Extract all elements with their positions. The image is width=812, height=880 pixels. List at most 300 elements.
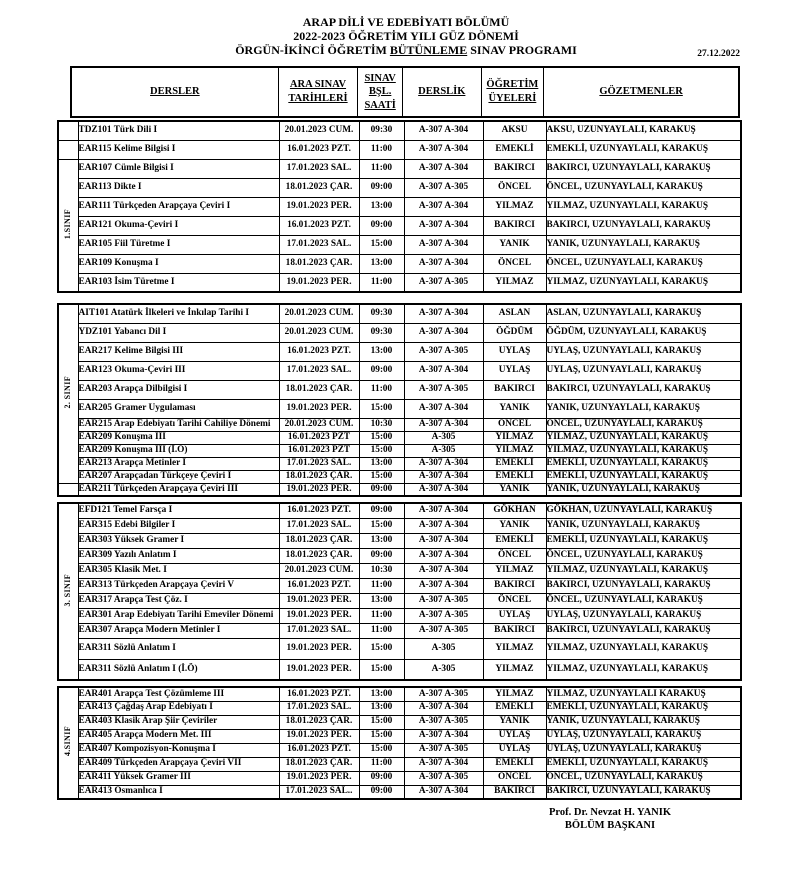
column-header-dersler: DERSLER: [72, 68, 279, 116]
exam-date-cell: 19.01.2023 PER.: [279, 659, 359, 680]
table-row: [58, 638, 741, 659]
class-label: 2. SINIF: [63, 375, 73, 409]
table-row: [58, 431, 741, 444]
classroom-cell: A-307 A-305: [404, 342, 483, 361]
exam-time-cell: 15:00: [359, 431, 404, 444]
title-line3-underlined: BÜTÜNLEME: [389, 43, 468, 57]
table-row: [58, 273, 741, 292]
column-header-row: [70, 66, 740, 118]
classroom-cell: A-305: [404, 638, 483, 659]
table-row: [58, 254, 741, 273]
proctors-cell: UYLAŞ, UZUNYAYLALI, KARAKUŞ: [546, 729, 741, 743]
proctors-cell: YILMAZ, UZUNYAYLALI KARAKUŞ: [546, 687, 741, 701]
course-cell: EAR123 Okuma-Çeviri III: [78, 361, 279, 380]
exam-time-cell: 09:00: [359, 361, 404, 380]
exam-date-cell: 16.01.2023 PZT: [279, 444, 359, 457]
exam-time-cell: 15:00: [359, 399, 404, 418]
table-row: [58, 483, 741, 496]
table-row: [58, 771, 741, 785]
exam-time-cell: 15:00: [359, 743, 404, 757]
instructor-cell: EMEKLİ: [483, 457, 546, 470]
instructor-cell: UYLAŞ: [483, 342, 546, 361]
table-row: [58, 659, 741, 680]
proctors-cell: YILMAZ, UZUNYAYLALI, KARAKUŞ: [546, 638, 741, 659]
exam-time-cell: 13:00: [359, 342, 404, 361]
proctors-cell: ASLAN, UZUNYAYLALI, KARAKUŞ: [546, 304, 741, 323]
table-row: [58, 578, 741, 593]
table-row: [58, 470, 741, 483]
proctors-cell: UYLAŞ, UZUNYAYLALI, KARAKUŞ: [546, 608, 741, 623]
proctors-cell: ÖNCEL, UZUNYAYLALI, KARAKUŞ: [546, 771, 741, 785]
instructor-cell: UYLAŞ: [483, 361, 546, 380]
exam-date-cell: 16.01.2023 PZT.: [279, 342, 359, 361]
instructor-cell: BAKIRCI: [483, 785, 546, 799]
exam-time-cell: 11:00: [359, 159, 404, 178]
exam-date-cell: 20.01.2023 CUM.: [279, 418, 359, 431]
exam-date-cell: 19.01.2023 PER.: [279, 593, 359, 608]
course-cell: EAR215 Arap Edebiyatı Tarihi Cahiliye Dönemi: [78, 418, 279, 431]
instructor-cell: BAKIRCI: [483, 216, 546, 235]
class-label: 1.SINIF: [63, 208, 73, 239]
table-row: [58, 503, 741, 518]
course-cell: YDZ101 Yabancı Dil I: [78, 323, 279, 342]
classroom-cell: A-307 A-304: [404, 235, 483, 254]
classroom-cell: A-307 A-304: [404, 785, 483, 799]
column-header-ogretim-uyeleri: ÖĞRETİM ÜYELERİ: [482, 68, 545, 116]
instructor-cell: EMEKLİ: [483, 140, 546, 159]
proctors-cell: YANIK, UZUNYAYLALI, KARAKUŞ: [546, 235, 741, 254]
table-row: [58, 785, 741, 799]
table-row: [58, 121, 741, 140]
course-cell: EAR213 Arapça Metinler I: [78, 457, 279, 470]
course-cell: EAR309 Yazılı Anlatım I: [78, 548, 279, 563]
table-row: [58, 623, 741, 638]
class-label: 3. SINIF: [63, 573, 73, 607]
proctors-cell: EMEKLİ, UZUNYAYLALI, KARAKUŞ: [546, 533, 741, 548]
course-cell: AIT101 Atatürk İlkeleri ve İnkılap Tarihi I: [78, 304, 279, 323]
course-cell: EAR203 Arapça Dilbilgisi I: [78, 380, 279, 399]
classroom-cell: A-307 A-305: [404, 771, 483, 785]
proctors-cell: EMEKLİ, UZUNYAYLALI, KARAKUŞ: [546, 457, 741, 470]
course-cell: EAR115 Kelime Bilgisi I: [78, 140, 279, 159]
course-cell: EAR413 Çağdaş Arap Edebiyatı I: [78, 701, 279, 715]
classroom-cell: A-307 A-305: [404, 715, 483, 729]
instructor-cell: EMEKLİ: [483, 701, 546, 715]
exam-time-cell: 09:00: [359, 503, 404, 518]
exam-time-cell: 15:00: [359, 470, 404, 483]
exam-date-cell: 18.01.2023 ÇAR.: [279, 548, 359, 563]
schedule-section-1: [57, 120, 742, 293]
instructor-cell: ÖNCEL: [483, 178, 546, 197]
exam-time-cell: 11:00: [359, 757, 404, 771]
classroom-cell: A-307 A-305: [404, 623, 483, 638]
exam-time-cell: 13:00: [359, 701, 404, 715]
classroom-cell: A-307 A-304: [404, 140, 483, 159]
class-label-cell-empty: [58, 483, 78, 496]
exam-time-cell: 13:00: [359, 457, 404, 470]
instructor-cell: ÖNCEL: [483, 771, 546, 785]
classroom-cell: A-307 A-304: [404, 254, 483, 273]
classroom-cell: A-307 A-304: [404, 159, 483, 178]
exam-time-cell: 15:00: [359, 659, 404, 680]
exam-date-cell: 18.01.2023 ÇAR.: [279, 757, 359, 771]
exam-date-cell: 17.01.2023 SAL.: [279, 701, 359, 715]
classroom-cell: A-307 A-304: [404, 729, 483, 743]
course-cell: EAR121 Okuma-Çeviri I: [78, 216, 279, 235]
classroom-cell: A-307 A-304: [404, 121, 483, 140]
table-row: [58, 361, 741, 380]
table-row: [58, 342, 741, 361]
instructor-cell: BAKIRCI: [483, 159, 546, 178]
exam-time-cell: 15:00: [359, 729, 404, 743]
exam-date-cell: 20.01.2023 CUM.: [279, 121, 359, 140]
table-row: [58, 687, 741, 701]
proctors-cell: YILMAZ, UZUNYAYLALI, KARAKUŞ: [546, 273, 741, 292]
proctors-cell: GÖKHAN, UZUNYAYLALI, KARAKUŞ: [546, 503, 741, 518]
table-row: [58, 563, 741, 578]
instructor-cell: BAKIRCI: [483, 380, 546, 399]
instructor-cell: UYLAŞ: [483, 729, 546, 743]
instructor-cell: BAKIRCI: [483, 578, 546, 593]
exam-time-cell: 13:00: [359, 687, 404, 701]
course-cell: EAR413 Osmanlıca I: [78, 785, 279, 799]
proctors-cell: EMEKLİ, UZUNYAYLALI, KARAKUŞ: [546, 701, 741, 715]
instructor-cell: YILMAZ: [483, 273, 546, 292]
course-cell: EAR401 Arapça Test Çözümleme III: [78, 687, 279, 701]
classroom-cell: A-307 A-304: [404, 503, 483, 518]
proctors-cell: UYLAŞ, UZUNYAYLALI, KARAKUŞ: [546, 361, 741, 380]
proctors-cell: YANIK, UZUNYAYLALI, KARAKUŞ: [546, 518, 741, 533]
proctors-cell: YILMAZ, UZUNYAYLALI, KARAKUŞ: [546, 563, 741, 578]
classroom-cell: A-307 A-304: [404, 399, 483, 418]
instructor-cell: AKSU: [483, 121, 546, 140]
class-label-cell-empty: [58, 140, 78, 159]
instructor-cell: EMEKLİ: [483, 533, 546, 548]
table-row: [58, 380, 741, 399]
exam-time-cell: 09:00: [359, 548, 404, 563]
exam-time-cell: 13:00: [359, 197, 404, 216]
proctors-cell: ÖNCEL, UZUNYAYLALI, KARAKUŞ: [546, 548, 741, 563]
proctors-cell: BAKIRCI, UZUNYAYLALI, KARAKUŞ: [546, 785, 741, 799]
table-row: [58, 216, 741, 235]
classroom-cell: A-307 A-305: [404, 687, 483, 701]
proctors-cell: BAKIRCI, UZUNYAYLALI, KARAKUŞ: [546, 623, 741, 638]
proctors-cell: YILMAZ, UZUNYAYLALI, KARAKUŞ: [546, 431, 741, 444]
class-label-cell: [58, 687, 78, 799]
classroom-cell: A-307 A-305: [404, 380, 483, 399]
instructor-cell: ÖNCEL: [483, 418, 546, 431]
course-cell: EAR311 Sözlü Anlatım I (İ.Ö): [78, 659, 279, 680]
course-cell: EAR217 Kelime Bilgisi III: [78, 342, 279, 361]
exam-time-cell: 09:00: [359, 216, 404, 235]
exam-date-cell: 18.01.2023 ÇAR.: [279, 470, 359, 483]
table-row: [58, 533, 741, 548]
proctors-cell: YILMAZ, UZUNYAYLALI, KARAKUŞ: [546, 659, 741, 680]
table-row: [58, 159, 741, 178]
course-cell: EAR317 Arapça Test Çöz. I: [78, 593, 279, 608]
table-row: [58, 444, 741, 457]
column-header-sinav-bsl-saati: SINAV BŞL. SAATİ: [358, 68, 403, 116]
instructor-cell: YANIK: [483, 399, 546, 418]
course-cell: EAR303 Yüksek Gramer I: [78, 533, 279, 548]
instructor-cell: YANIK: [483, 518, 546, 533]
column-header-ara-sinav-tarihleri: ARA SINAV TARİHLERİ: [279, 68, 359, 116]
exam-time-cell: 09:00: [359, 178, 404, 197]
table-row: [58, 140, 741, 159]
course-cell: EAR313 Türkçeden Arapçaya Çeviri V: [78, 578, 279, 593]
instructor-cell: YANIK: [483, 235, 546, 254]
proctors-cell: ÖNCEL, UZUNYAYLALI, KARAKUŞ: [546, 178, 741, 197]
document-date: 27.12.2022: [697, 49, 740, 59]
classroom-cell: A-307 A-304: [404, 533, 483, 548]
classroom-cell: A-307 A-304: [404, 701, 483, 715]
exam-time-cell: 09:00: [359, 483, 404, 496]
exam-date-cell: 16.01.2023 PZT.: [279, 743, 359, 757]
table-row: [58, 518, 741, 533]
exam-date-cell: 17.01.2023 SAL.: [279, 361, 359, 380]
exam-time-cell: 11:00: [359, 380, 404, 399]
proctors-cell: AKSU, UZUNYAYLALI, KARAKUŞ: [546, 121, 741, 140]
instructor-cell: YILMAZ: [483, 197, 546, 216]
classroom-cell: A-307 A-304: [404, 361, 483, 380]
exam-time-cell: 13:00: [359, 254, 404, 273]
table-row: [58, 729, 741, 743]
classroom-cell: A-307 A-304: [404, 518, 483, 533]
exam-time-cell: 09:30: [359, 121, 404, 140]
table-row: [58, 548, 741, 563]
instructor-cell: ASLAN: [483, 304, 546, 323]
classroom-cell: A-307 A-304: [404, 483, 483, 496]
instructor-cell: UYLAŞ: [483, 743, 546, 757]
instructor-cell: YILMAZ: [483, 638, 546, 659]
table-row: [58, 457, 741, 470]
instructor-cell: YILMAZ: [483, 687, 546, 701]
instructor-cell: YILMAZ: [483, 659, 546, 680]
exam-time-cell: 10:30: [359, 418, 404, 431]
course-cell: EAR211 Türkçeden Arapçaya Çeviri III: [78, 483, 279, 496]
instructor-cell: EMEKLİ: [483, 757, 546, 771]
exam-date-cell: 17.01.2023 SAL.: [279, 623, 359, 638]
proctors-cell: YANIK, UZUNYAYLALI, KARAKUŞ: [546, 399, 741, 418]
instructor-cell: YILMAZ: [483, 444, 546, 457]
exam-date-cell: 19.01.2023 PER.: [279, 197, 359, 216]
instructor-cell: EMEKLİ: [483, 470, 546, 483]
document-title-line2: 2022-2023 ÖĞRETİM YILI GÜZ DÖNEMİ: [293, 29, 519, 43]
exam-date-cell: 19.01.2023 PER.: [279, 273, 359, 292]
proctors-cell: BAKIRCI, UZUNYAYLALI, KARAKUŞ: [546, 159, 741, 178]
classroom-cell: A-307 A-305: [404, 593, 483, 608]
classroom-cell: A-307 A-304: [404, 304, 483, 323]
course-cell: EAR209 Konuşma III: [78, 431, 279, 444]
exam-date-cell: 20.01.2023 CUM.: [279, 304, 359, 323]
exam-date-cell: 19.01.2023 PER.: [279, 399, 359, 418]
exam-date-cell: 16.01.2023 PZT: [279, 431, 359, 444]
course-cell: EAR403 Klasik Arap Şiir Çeviriler: [78, 715, 279, 729]
course-cell: EAR405 Arapça Modern Met. III: [78, 729, 279, 743]
class-label-cell: [58, 159, 78, 292]
exam-time-cell: 11:00: [359, 623, 404, 638]
instructor-cell: UYLAŞ: [483, 608, 546, 623]
instructor-cell: ÖĞDÜM: [483, 323, 546, 342]
instructor-cell: YILMAZ: [483, 431, 546, 444]
proctors-cell: EMEKLİ, UZUNYAYLALI, KARAKUŞ: [546, 140, 741, 159]
classroom-cell: A-307 A-304: [404, 757, 483, 771]
column-header-gozetmenler: GÖZETMENLER: [599, 86, 683, 98]
classroom-cell: A-307 A-305: [404, 743, 483, 757]
classroom-cell: A-307 A-304: [404, 578, 483, 593]
table-row: [58, 178, 741, 197]
proctors-cell: BAKIRCI, UZUNYAYLALI, KARAKUŞ: [546, 380, 741, 399]
exam-time-cell: 10:30: [359, 563, 404, 578]
classroom-cell: A-307 A-304: [404, 563, 483, 578]
table-row: [58, 399, 741, 418]
exam-date-cell: 18.01.2023 ÇAR.: [279, 380, 359, 399]
signature-title: BÖLÜM BAŞKANI: [564, 820, 656, 831]
classroom-cell: A-307 A-304: [404, 323, 483, 342]
exam-time-cell: 11:00: [359, 578, 404, 593]
instructor-cell: YANIK: [483, 715, 546, 729]
classroom-cell: A-307 A-304: [404, 216, 483, 235]
table-row: [58, 323, 741, 342]
course-cell: EAR105 Fiil Türetme I: [78, 235, 279, 254]
course-cell: EAR109 Konuşma I: [78, 254, 279, 273]
classroom-cell: A-305: [404, 444, 483, 457]
exam-date-cell: 17.01.2023 SAL.: [279, 235, 359, 254]
class-label-cell: [58, 304, 78, 483]
exam-date-cell: 16.01.2023 PZT.: [279, 578, 359, 593]
exam-date-cell: 19.01.2023 PER.: [279, 483, 359, 496]
course-cell: EFD121 Temel Farsça I: [78, 503, 279, 518]
classroom-cell: A-307 A-304: [404, 470, 483, 483]
course-cell: EAR411 Yüksek Gramer III: [78, 771, 279, 785]
exam-time-cell: 11:00: [359, 273, 404, 292]
exam-date-cell: 18.01.2023 ÇAR.: [279, 178, 359, 197]
course-cell: EAR307 Arapça Modern Metinler I: [78, 623, 279, 638]
proctors-cell: ÖĞDÜM, UZUNYAYLALI, KARAKUŞ: [546, 323, 741, 342]
exam-time-cell: 11:00: [359, 140, 404, 159]
document-title-line1: ARAP DİLİ VE EDEBİYATI BÖLÜMÜ: [302, 15, 510, 29]
course-cell: EAR107 Cümle Bilgisi I: [78, 159, 279, 178]
exam-time-cell: 13:00: [359, 593, 404, 608]
exam-time-cell: 09:30: [359, 323, 404, 342]
schedule-section-4: [57, 686, 742, 800]
course-cell: EAR409 Türkçeden Arapçaya Çeviri VII: [78, 757, 279, 771]
exam-date-cell: 19.01.2023 PER.: [279, 638, 359, 659]
class-label-cell: [58, 503, 78, 680]
table-row: [58, 593, 741, 608]
title-line3-suffix: SINAV PROGRAMI: [467, 43, 577, 57]
exam-date-cell: 17.01.2023 SAL..: [279, 785, 359, 799]
course-cell: EAR207 Arapçadan Türkçeye Çeviri I: [78, 470, 279, 483]
course-cell: EAR113 Dikte I: [78, 178, 279, 197]
course-cell: EAR205 Gramer Uygulaması: [78, 399, 279, 418]
course-cell: EAR301 Arap Edebiyatı Tarihi Emeviler Dönemi: [78, 608, 279, 623]
exam-date-cell: 16.01.2023 PZT.: [279, 503, 359, 518]
classroom-cell: A-307 A-304: [404, 418, 483, 431]
proctors-cell: BAKIRCI, UZUNYAYLALI, KARAKUŞ: [546, 216, 741, 235]
exam-time-cell: 11:00: [359, 608, 404, 623]
exam-date-cell: 20.01.2023 CUM.: [279, 563, 359, 578]
table-row: [58, 418, 741, 431]
exam-time-cell: 15:00: [359, 444, 404, 457]
proctors-cell: UYLAŞ, UZUNYAYLALI, KARAKUŞ: [546, 743, 741, 757]
schedule-section-3: [57, 502, 742, 681]
exam-time-cell: 09:00: [359, 771, 404, 785]
signature-name: Prof. Dr. Nevzat H. YANIK: [548, 807, 671, 818]
table-row: [58, 608, 741, 623]
schedule-section-2: [57, 303, 742, 497]
proctors-cell: UYLAŞ, UZUNYAYLALI, KARAKUŞ: [546, 342, 741, 361]
table-row: [58, 715, 741, 729]
table-row: [58, 757, 741, 771]
classroom-cell: A-305: [404, 431, 483, 444]
exam-date-cell: 16.01.2023 PZT.: [279, 687, 359, 701]
table-row: [58, 197, 741, 216]
proctors-cell: YANIK, UZUNYAYLALI, KARAKUŞ: [546, 483, 741, 496]
classroom-cell: A-307 A-304: [404, 548, 483, 563]
exam-time-cell: 09:30: [359, 304, 404, 323]
exam-time-cell: 13:00: [359, 533, 404, 548]
exam-date-cell: 19.01.2023 PER.: [279, 771, 359, 785]
exam-time-cell: 15:00: [359, 235, 404, 254]
exam-date-cell: 19.01.2023 PER.: [279, 729, 359, 743]
proctors-cell: EMEKLİ, UZUNYAYLALI, KARAKUŞ: [546, 470, 741, 483]
exam-time-cell: 09:00: [359, 785, 404, 799]
instructor-cell: ÖNCEL: [483, 548, 546, 563]
exam-time-cell: 15:00: [359, 715, 404, 729]
proctors-cell: YANIK, UZUNYAYLALI, KARAKUŞ: [546, 715, 741, 729]
course-cell: EAR111 Türkçeden Arapçaya Çeviri I: [78, 197, 279, 216]
course-cell: TDZ101 Türk Dili I: [78, 121, 279, 140]
exam-date-cell: 20.01.2023 CUM.: [279, 323, 359, 342]
proctors-cell: BAKIRCI, UZUNYAYLALI, KARAKUŞ: [546, 578, 741, 593]
exam-time-cell: 15:00: [359, 638, 404, 659]
instructor-cell: BAKIRCI: [483, 623, 546, 638]
course-cell: EAR209 Konuşma III (İ.Ö): [78, 444, 279, 457]
class-label: 4.SINIF: [63, 726, 73, 757]
table-row: [58, 304, 741, 323]
classroom-cell: A-305: [404, 659, 483, 680]
proctors-cell: ÖNCEL, UZUNYAYLALI, KARAKUŞ: [546, 593, 741, 608]
exam-date-cell: 16.01.2023 PZT.: [279, 216, 359, 235]
exam-date-cell: 18.01.2023 ÇAR.: [279, 254, 359, 273]
exam-date-cell: 17.01.2023 SAL.: [279, 457, 359, 470]
instructor-cell: ÖNCEL: [483, 593, 546, 608]
classroom-cell: A-307 A-305: [404, 273, 483, 292]
class-label-cell-empty: [58, 121, 78, 140]
exam-date-cell: 16.01.2023 PZT.: [279, 140, 359, 159]
table-row: [58, 235, 741, 254]
signature-block: [480, 806, 740, 832]
classroom-cell: A-307 A-304: [404, 457, 483, 470]
table-row: [58, 701, 741, 715]
exam-date-cell: 18.01.2023 ÇAR.: [279, 715, 359, 729]
course-cell: EAR103 İsim Türetme I: [78, 273, 279, 292]
proctors-cell: YILMAZ, UZUNYAYLALI, KARAKUŞ: [546, 444, 741, 457]
course-cell: EAR311 Sözlü Anlatım I: [78, 638, 279, 659]
exam-date-cell: 17.01.2023 SAL.: [279, 159, 359, 178]
instructor-cell: YILMAZ: [483, 563, 546, 578]
exam-date-cell: 19.01.2023 PER.: [279, 608, 359, 623]
classroom-cell: A-307 A-304: [404, 197, 483, 216]
proctors-cell: EMEKLİ, UZUNYAYLALI, KARAKUŞ: [546, 757, 741, 771]
table-row: [58, 743, 741, 757]
instructor-cell: ÖNCEL: [483, 254, 546, 273]
exam-date-cell: 17.01.2023 SAL.: [279, 518, 359, 533]
classroom-cell: A-307 A-305: [404, 178, 483, 197]
instructor-cell: YANIK: [483, 483, 546, 496]
proctors-cell: YILMAZ, UZUNYAYLALI, KARAKUŞ: [546, 197, 741, 216]
